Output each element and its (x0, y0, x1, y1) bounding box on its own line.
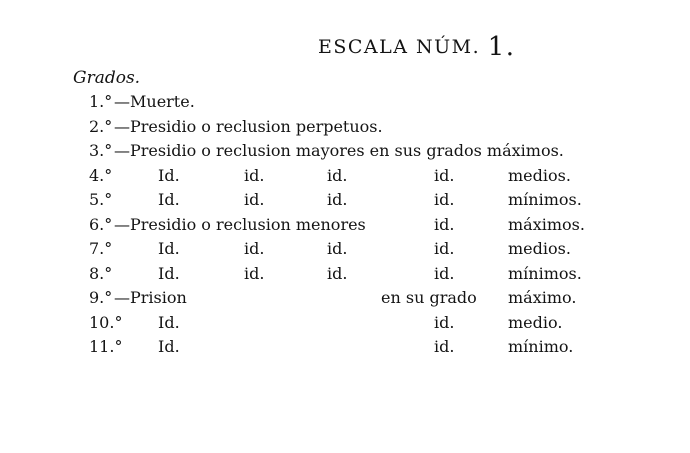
grade-grado: 8.° (89, 263, 113, 283)
grade-row (0, 140, 690, 164)
grade-row (0, 189, 690, 213)
grade-c1: Id. (158, 190, 180, 209)
grade-c3: id. (327, 190, 348, 209)
grade-row (0, 165, 690, 189)
grade-c2: id. (244, 165, 265, 185)
grade-c4: id. (434, 337, 455, 356)
grade-c1: Id. (158, 312, 180, 332)
grade-grado: 9.° (89, 288, 113, 307)
grade-c4: id. (434, 214, 455, 234)
grade-c5: máximo. (508, 288, 577, 307)
grade-c4: id. (434, 312, 455, 332)
grade-text: —Presidio o reclusion mayores en sus grados máximos. (114, 141, 564, 160)
grade-c5: mínimo. (508, 337, 574, 356)
grade-c4: id. (434, 165, 455, 185)
grade-c2: id. (244, 190, 265, 209)
grade-grado: 6.° (89, 214, 113, 234)
grade-row (0, 287, 690, 311)
grade-c5: medios. (508, 165, 571, 185)
grade-grado: 10.° (89, 312, 123, 332)
grade-grado: 7.° (89, 239, 113, 258)
grade-grado: 5.° (89, 190, 113, 209)
grade-c1: Id. (158, 263, 180, 283)
grade-c3: id. (327, 165, 348, 185)
grade-row (0, 91, 690, 115)
grade-grado: 1.° (89, 92, 113, 111)
grade-grado: 2.° (89, 116, 113, 136)
grade-c2: id. (244, 263, 265, 283)
grade-c4: id. (434, 239, 455, 258)
grade-mid: en su grado (381, 288, 477, 307)
grade-c4: id. (434, 190, 455, 209)
grade-text: —Presidio o reclusion menores (114, 214, 366, 234)
grade-grado: 4.° (89, 165, 113, 185)
grade-text: —Muerte. (114, 92, 195, 111)
grade-text: —Presidio o reclusion perpetuos. (114, 116, 383, 136)
grade-text: —Prision (114, 288, 187, 307)
grade-c1: Id. (158, 239, 180, 258)
grade-c5: máximos. (508, 214, 585, 234)
grade-c5: mínimos. (508, 263, 582, 283)
scale-title-label: ESCALA NÚM. (318, 36, 481, 58)
grade-c1: Id. (158, 337, 180, 356)
grade-row (0, 238, 690, 262)
grade-row (0, 116, 690, 140)
grade-row (0, 214, 690, 238)
grade-c1: Id. (158, 165, 180, 185)
scale-title (318, 30, 516, 60)
grade-row (0, 312, 690, 336)
grade-grado: 11.° (89, 337, 123, 356)
grade-c5: medios. (508, 239, 571, 258)
grade-c3: id. (327, 239, 348, 258)
grade-c3: id. (327, 263, 348, 283)
grade-row (0, 336, 690, 360)
grade-c2: id. (244, 239, 265, 258)
grade-row (0, 263, 690, 287)
grade-c4: id. (434, 263, 455, 283)
grade-c5: medio. (508, 312, 563, 332)
grade-grado: 3.° (89, 141, 113, 160)
scale-title-number: 1. (487, 32, 516, 62)
grades-heading: Grados. (73, 68, 141, 88)
grade-c5: mínimos. (508, 190, 582, 209)
